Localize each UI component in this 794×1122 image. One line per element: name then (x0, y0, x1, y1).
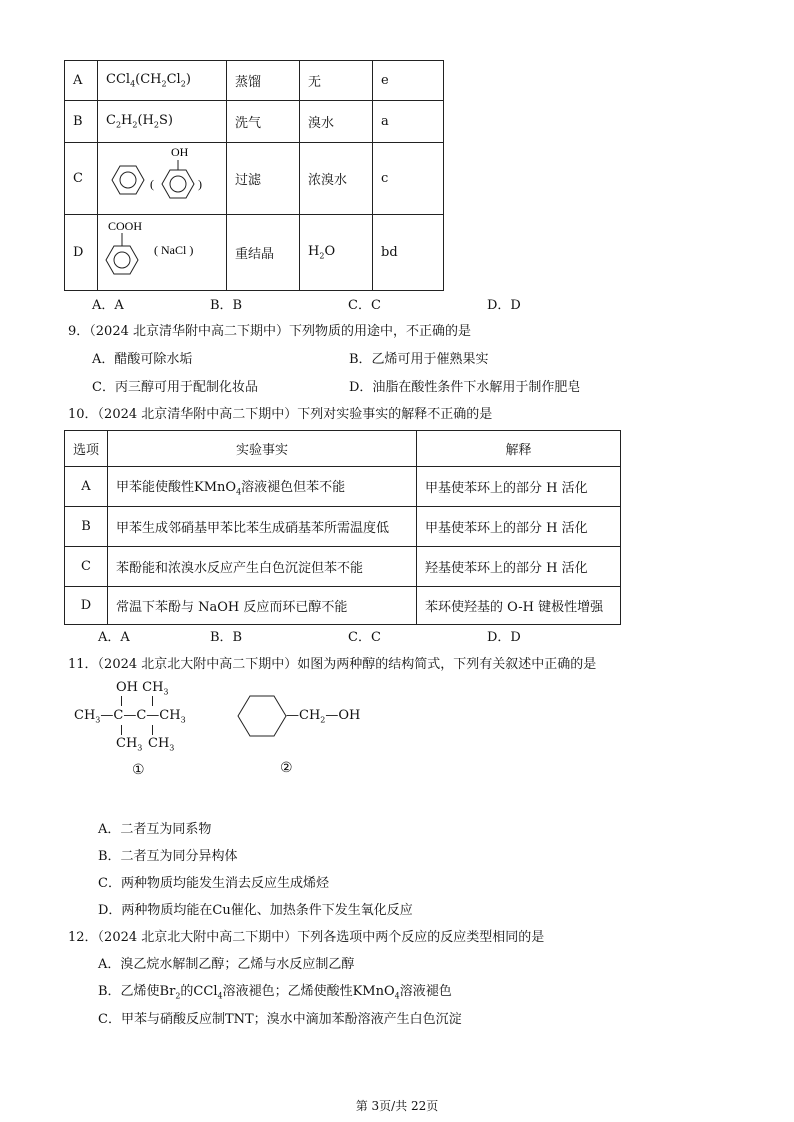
row-explain: 苯环使羟基的 O-H 键极性增强 (417, 587, 621, 625)
benzene-phenol-structure (98, 144, 226, 214)
method-cell: 蒸馏 (227, 61, 300, 101)
q8-table (64, 60, 444, 291)
q9-option-d[interactable]: D．油脂在酸性条件下水解用于制作肥皂 (349, 380, 581, 395)
q12-option-c[interactable]: C．甲苯与硝酸反应制TNT；溴水中滴加苯酚溶液产生白色沉淀 (98, 1012, 462, 1027)
q10-option-d[interactable]: D．D (487, 630, 521, 645)
row-option: C (65, 547, 108, 587)
q8-option-b[interactable]: B．B (210, 298, 243, 313)
reagent-cell: $H_2O$ (300, 215, 373, 291)
reagent-cell: 无 (300, 61, 373, 101)
struct1-top: OH $CH_3$ (116, 680, 169, 697)
paren-open: ( (150, 176, 154, 191)
row-explain: 羟基使苯环上的部分 H 活化 (417, 547, 621, 587)
header-explain: 解释 (417, 431, 621, 467)
row-fact: 甲苯能使酸性KMnO$_4$溶液褪色但苯不能 (108, 467, 417, 507)
device-cell: bd (373, 215, 444, 291)
row-explain: 甲基使苯环上的部分 H 活化 (417, 507, 621, 547)
header-option: 选项 (65, 431, 108, 467)
q12-option-a[interactable]: A．溴乙烷水解制乙醇；乙烯与水反应制乙醇 (98, 957, 355, 972)
mixture-cell: $CCl_4(CH_2Cl_2)$ (98, 61, 227, 101)
q10-option-c[interactable]: C．C (348, 630, 381, 645)
paren-close: ) (198, 176, 202, 191)
row-letter: D (65, 215, 98, 291)
q9-stem: 9．（2024 北京清华附中高二下期中）下列物质的用途中，不正确的是 (68, 324, 471, 339)
struct1-bottom2: $CH_3$ (148, 736, 175, 753)
struct1-bottom: $CH_3$ (116, 736, 143, 753)
q9-option-a[interactable]: A．醋酸可除水垢 (92, 352, 193, 367)
cooh-label: COOH (108, 218, 143, 233)
struct2-chain: $—CH_2—OH$ (286, 708, 361, 725)
struct1-main: $CH_3—C—C—CH_3$ (74, 708, 186, 725)
method-cell: 重结晶 (227, 215, 300, 291)
q10-table (64, 430, 621, 625)
row-option: D (65, 587, 108, 625)
mixture-cell (98, 143, 227, 215)
q10-option-b[interactable]: B．B (210, 630, 243, 645)
q9-option-b[interactable]: B．乙烯可用于催熟果实 (349, 352, 489, 367)
q12-option-b[interactable]: B．乙烯使$Br_2$的CCl$_4$溶液褪色；乙烯使酸性KMnO$_4$溶液褪色 (98, 984, 452, 1001)
q11-option-a[interactable]: A．二者互为同系物 (98, 822, 212, 837)
header-fact: 实验事实 (108, 431, 417, 467)
row-letter: B (65, 101, 98, 143)
page-footer: 第 3页/共 22页 (355, 1099, 439, 1113)
q11-option-d[interactable]: D．两种物质均能在Cu催化、加热条件下发生氧化反应 (98, 903, 413, 918)
alcohol-structure-2 (232, 690, 372, 780)
oh-label: OH (171, 144, 189, 159)
row-option: A (65, 467, 108, 507)
row-fact: 苯酚能和浓溴水反应产生白色沉淀但苯不能 (108, 547, 417, 587)
q8-option-c[interactable]: C．C (348, 298, 381, 313)
method-cell: 过滤 (227, 143, 300, 215)
benzoic-acid-structure (98, 216, 226, 290)
method-cell: 洗气 (227, 101, 300, 143)
mixture-cell (98, 215, 227, 291)
device-cell: c (373, 143, 444, 215)
cyclohexane-ring (232, 690, 292, 742)
nacl-label: ( NaCl ) (154, 242, 194, 257)
row-letter: A (65, 61, 98, 101)
q11-option-b[interactable]: B．二者互为同分异构体 (98, 849, 238, 864)
device-cell: e (373, 61, 444, 101)
device-cell: a (373, 101, 444, 143)
q12-stem: 12．（2024 北京北大附中高二下期中）下列各选项中两个反应的反应类型相同的是 (68, 930, 545, 945)
row-letter: C (65, 143, 98, 215)
q11-stem: 11．（2024 北京北大附中高二下期中）如图为两种醇的结构简式，下列有关叙述中正确的是 (68, 657, 597, 672)
struct2-label: ② (280, 760, 293, 776)
q9-option-c[interactable]: C．丙三醇可用于配制化妆品 (92, 380, 258, 395)
q10-option-a[interactable]: A．A (98, 630, 130, 645)
row-fact: 甲苯生成邻硝基甲苯比苯生成硝基苯所需温度低 (108, 507, 417, 547)
q8-option-d[interactable]: D．D (487, 298, 521, 313)
mixture-cell: $C_2H_2(H_2S)$ (98, 101, 227, 143)
row-explain: 甲基使苯环上的部分 H 活化 (417, 467, 621, 507)
q8-option-a[interactable]: A．A (92, 298, 124, 313)
alcohol-structure-1 (74, 680, 224, 780)
row-option: B (65, 507, 108, 547)
reagent-cell: 溴水 (300, 101, 373, 143)
q11-option-c[interactable]: C．两种物质均能发生消去反应生成烯烃 (98, 876, 329, 891)
q10-stem: 10．（2024 北京清华附中高二下期中）下列对实验事实的解释不正确的是 (68, 407, 493, 422)
reagent-cell: 浓溴水 (300, 143, 373, 215)
row-fact: 常温下苯酚与 NaOH 反应而环已醇不能 (108, 587, 417, 625)
struct1-label: ① (132, 762, 145, 778)
